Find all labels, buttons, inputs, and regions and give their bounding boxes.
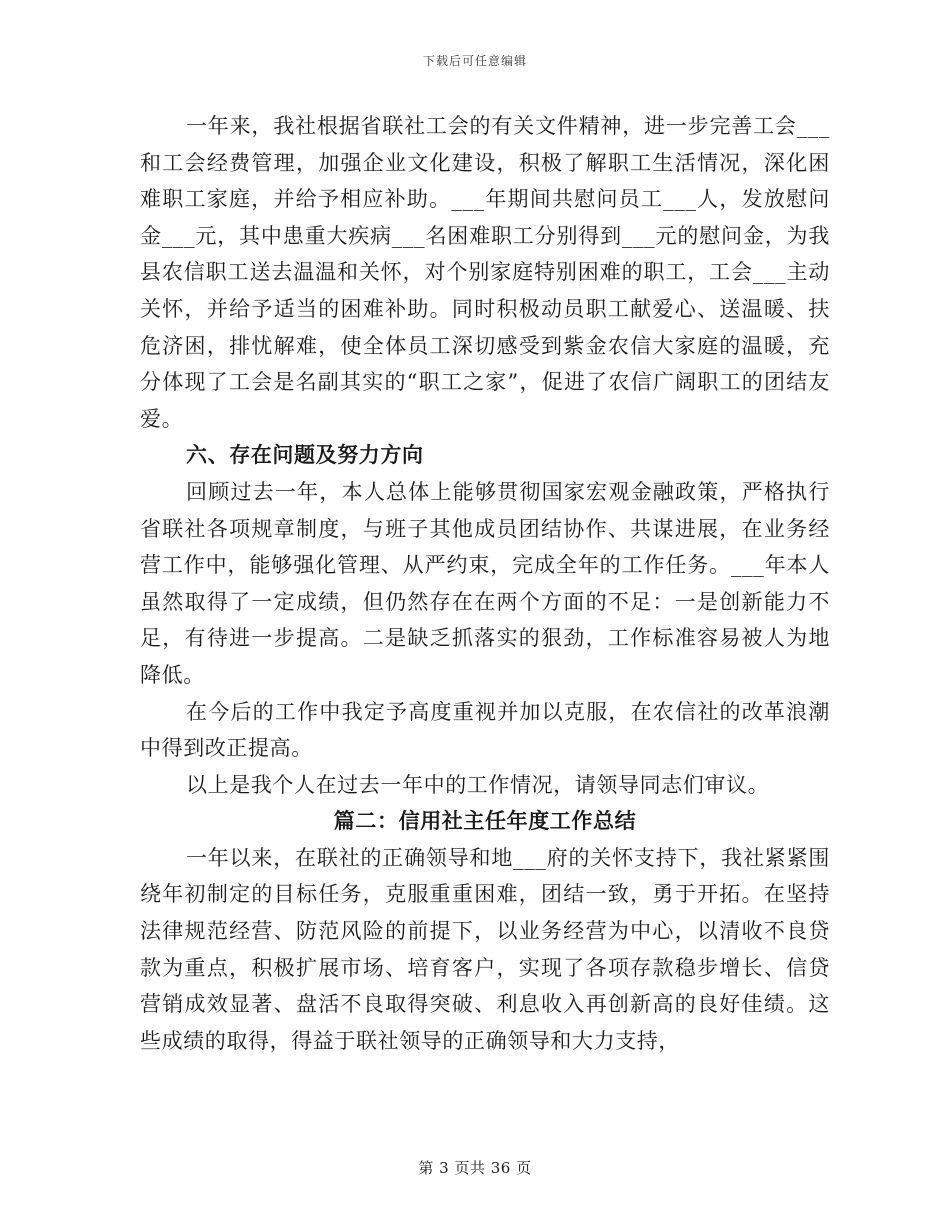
paragraph-future: 在今后的工作中我定予高度重视并加以克服，在农信社的改革浪潮中得到改正提高。 <box>140 699 830 761</box>
paragraph-union-work: 一年来，我社根据省联社工会的有关文件精神，进一步完善工会___和工会经费管理，加强企业文化建设，积极了解职工生活情况，深化困难职工家庭，并给予相应补助。___年期间共慰问员工___人，发放慰问金___元，其中患重大疾病___名困难职工分别得到___元的慰问金，为我县农信职工送去温温和关怀，对个别家庭特别困难的职工，工会___主动关怀，并给予适当的困难补助。同时积极动员职工献爱心、送温暖、扶危济困，排忧解难，使全体员工深切感受到紫金农信大家庭的温暖，充分体现了工会是名副其实的“职工之家”，促进了农信广阔职工的团结友爱。 <box>140 114 830 431</box>
section-heading-problems: 六、存在问题及努力方向 <box>186 442 424 468</box>
article-title: 篇二：信用社主任年度工作总结 <box>333 808 637 834</box>
page-header: 下载后可任意编辑 <box>422 54 527 68</box>
paragraph-review: 回顾过去一年，本人总体上能够贯彻国家宏观金融政策，严格执行省联社各项规章制度，与班子其他成员团结协作、共谋进展，在业务经营工作中，能够强化管理、从严约束，完成全年的工作任务。___年本人虽然取得了一定成绩，但仍然存在在两个方面的不足：一是创新能力不足，有待进一步提高。二是缺乏抓落实的狠劲，工作标准容易被人为地降低。 <box>140 479 830 687</box>
paragraph-closing: 以上是我个人在过去一年中的工作情况，请领导同志们审议。 <box>186 772 770 797</box>
page-footer: 第 3 页共 36 页 <box>418 1159 532 1177</box>
document-body <box>140 108 830 1059</box>
paragraph-annual-summary: 一年以来，在联社的正确领导和地___府的关怀支持下，我社紧紧围绕年初制定的目标任务，克服重重困难，团结一致，勇于开拓。在坚持法律规范经营、防范风险的前提下，以业务经营为中心，以清收不良贷款为重点，积极扩展市场、培育客户，实现了各项存款稳步增长、信贷营销成效显著、盘活不良取得突破、利息收入再创新高的良好佳绩。这些成绩的取得，得益于联社领导的正确领导和大力支持， <box>140 845 830 1053</box>
